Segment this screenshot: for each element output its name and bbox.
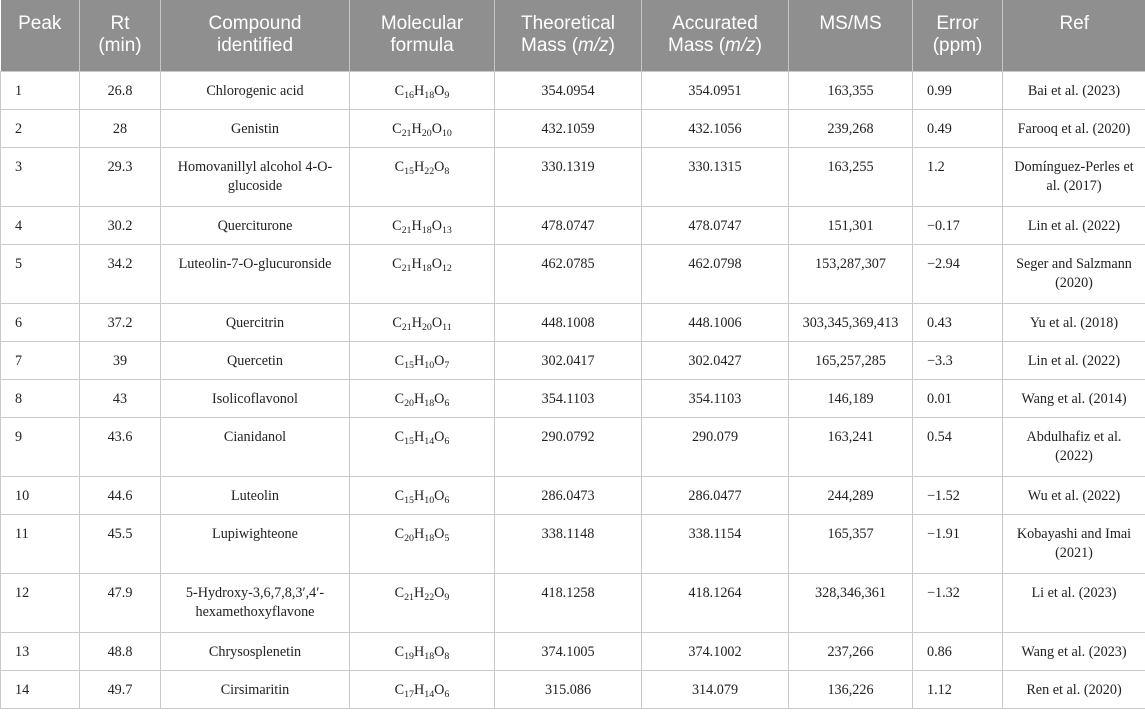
cell-accurated: 374.1002 [642, 632, 789, 670]
cell-ref: Abdulhafiz et al. (2022) [1003, 417, 1145, 476]
formula-element: H [414, 487, 425, 504]
cell-accurated: 330.1315 [642, 147, 789, 206]
formula-subscript: 22 [424, 165, 435, 177]
cell-compound: Luteolin-7-O-glucuronside [161, 244, 350, 303]
cell-formula [350, 244, 495, 303]
cell-theoretical: 354.1103 [495, 379, 642, 417]
cell-compound: 5-Hydroxy-3,6,7,8,3′,4′-hexamethoxyflavone [161, 573, 350, 632]
cell-ref: Yu et al. (2018) [1003, 303, 1145, 341]
formula-subscript: 18 [424, 532, 435, 544]
formula-element: O [431, 314, 443, 331]
formula-subscript: 14 [424, 688, 435, 700]
formula-subscript: 15 [404, 494, 414, 506]
column-header-line1: Accurated [672, 13, 758, 34]
cell-accurated: 418.1264 [642, 573, 789, 632]
formula-subscript: 20 [404, 397, 414, 409]
cell-rt: 49.7 [80, 670, 161, 708]
formula-subscript: 21 [401, 224, 412, 236]
cell-formula [350, 71, 495, 109]
cell-compound: Chrysosplenetin [161, 632, 350, 670]
formula-element: C [392, 120, 402, 137]
formula-subscript: 11 [442, 321, 452, 333]
cell-rt: 43 [80, 379, 161, 417]
column-header-line1: Ref [1059, 13, 1090, 34]
cell-formula [350, 417, 495, 476]
cell-accurated: 354.1103 [642, 379, 789, 417]
cell-formula [350, 379, 495, 417]
formula-element: C [394, 681, 405, 698]
cell-accurated: 462.0798 [642, 244, 789, 303]
formula-element: H [411, 255, 422, 272]
cell-error: 0.86 [913, 632, 1003, 670]
cell-accurated: 448.1006 [642, 303, 789, 341]
cell-compound: Lupiwighteone [161, 514, 350, 573]
formula-element: C [394, 525, 405, 542]
cell-error: −1.52 [913, 476, 1003, 514]
formula-subscript: 18 [421, 224, 432, 236]
formula-subscript: 6 [444, 435, 450, 447]
formula-element: C [394, 82, 405, 99]
cell-ref: Wu et al. (2022) [1003, 476, 1145, 514]
column-header-line1: Theoretical [521, 13, 615, 34]
formula-element: C [394, 390, 405, 407]
formula-subscript: 6 [444, 494, 450, 506]
formula-subscript: 6 [444, 688, 450, 700]
cell-ref: Kobayashi and Imai (2021) [1003, 514, 1145, 573]
cell-msms: 151,301 [789, 206, 913, 244]
cell-ref: Lin et al. (2022) [1003, 341, 1145, 379]
table-row [1, 670, 1145, 708]
cell-ref: Li et al. (2023) [1003, 573, 1145, 632]
cell-error: 1.2 [913, 147, 1003, 206]
cell-rt: 34.2 [80, 244, 161, 303]
cell-msms: 237,266 [789, 632, 913, 670]
cell-compound: Querciturone [161, 206, 350, 244]
formula-subscript: 20 [421, 321, 432, 333]
cell-theoretical: 290.0792 [495, 417, 642, 476]
cell-theoretical: 418.1258 [495, 573, 642, 632]
cell-rt: 30.2 [80, 206, 161, 244]
formula-subscript: 16 [404, 89, 414, 101]
column-header-theoretical [495, 0, 642, 71]
formula-subscript: 21 [401, 262, 412, 274]
formula-element: H [414, 643, 425, 660]
cell-theoretical: 448.1008 [495, 303, 642, 341]
cell-accurated: 302.0427 [642, 341, 789, 379]
formula-element: C [392, 314, 402, 331]
table-row [1, 632, 1145, 670]
cell-ref: Seger and Salzmann (2020) [1003, 244, 1145, 303]
column-header-line1: Error [936, 13, 979, 34]
cell-compound: Isolicoflavonol [161, 379, 350, 417]
formula-element: C [392, 217, 402, 234]
table-row [1, 573, 1145, 632]
cell-formula [350, 573, 495, 632]
cell-peak: 6 [1, 303, 80, 341]
cell-error: 0.01 [913, 379, 1003, 417]
cell-error: −0.17 [913, 206, 1003, 244]
table-row [1, 303, 1145, 341]
formula-element: O [434, 428, 445, 445]
cell-accurated: 290.079 [642, 417, 789, 476]
column-header-line1: Molecular [380, 13, 464, 34]
formula-element: O [434, 525, 445, 542]
cell-ref: Ren et al. (2020) [1003, 670, 1145, 708]
cell-error: −1.91 [913, 514, 1003, 573]
cell-theoretical: 302.0417 [495, 341, 642, 379]
formula-element: C [394, 158, 405, 175]
column-header-formula [350, 0, 495, 71]
cell-accurated: 314.079 [642, 670, 789, 708]
cell-rt: 48.8 [80, 632, 161, 670]
cell-rt: 45.5 [80, 514, 161, 573]
cell-formula [350, 670, 495, 708]
table-row [1, 341, 1145, 379]
cell-rt: 39 [80, 341, 161, 379]
cell-rt: 26.8 [80, 71, 161, 109]
cell-formula [350, 514, 495, 573]
formula-element: O [434, 158, 445, 175]
formula-element: H [414, 681, 425, 698]
column-header-msms [789, 0, 913, 71]
cell-formula [350, 206, 495, 244]
column-header-line2: Mass (m/z) [668, 35, 762, 56]
column-header-accurated [642, 0, 789, 71]
cell-peak: 2 [1, 109, 80, 147]
column-header-compound [161, 0, 350, 71]
cell-rt: 29.3 [80, 147, 161, 206]
formula-element: O [434, 390, 445, 407]
formula-subscript: 12 [441, 262, 452, 274]
cell-peak: 3 [1, 147, 80, 206]
cell-msms: 146,189 [789, 379, 913, 417]
cell-compound: Homovanillyl alcohol 4-O-glucoside [161, 147, 350, 206]
cell-peak: 10 [1, 476, 80, 514]
formula-subscript: 20 [421, 127, 432, 139]
cell-compound: Cirsimaritin [161, 670, 350, 708]
formula-element: H [414, 584, 425, 601]
formula-element: C [394, 643, 405, 660]
cell-msms: 165,357 [789, 514, 913, 573]
cell-theoretical: 354.0954 [495, 71, 642, 109]
cell-ref: Domínguez-Perles et al. (2017) [1003, 147, 1145, 206]
formula-element: O [431, 255, 442, 272]
cell-peak: 14 [1, 670, 80, 708]
table-header [1, 0, 1145, 71]
cell-formula [350, 632, 495, 670]
cell-theoretical: 374.1005 [495, 632, 642, 670]
formula-element: C [394, 584, 405, 601]
cell-formula [350, 476, 495, 514]
formula-subscript: 9 [444, 89, 450, 101]
cell-peak: 4 [1, 206, 80, 244]
cell-msms: 163,355 [789, 71, 913, 109]
cell-compound: Luteolin [161, 476, 350, 514]
cell-msms: 136,226 [789, 670, 913, 708]
cell-compound: Quercitrin [161, 303, 350, 341]
column-header-line2: identified [216, 35, 294, 56]
cell-theoretical: 432.1059 [495, 109, 642, 147]
formula-subscript: 21 [401, 127, 412, 139]
formula-subscript: 9 [444, 591, 450, 603]
formula-element: O [434, 352, 445, 369]
formula-element: O [434, 643, 445, 660]
cell-error: −3.3 [913, 341, 1003, 379]
formula-element: H [411, 217, 422, 234]
column-header-line2: formula [390, 35, 454, 56]
cell-error: −1.32 [913, 573, 1003, 632]
cell-accurated: 354.0951 [642, 71, 789, 109]
formula-element: C [394, 428, 405, 445]
formula-element: H [414, 158, 425, 175]
cell-peak: 8 [1, 379, 80, 417]
formula-element: O [434, 487, 445, 504]
column-header-line1: Peak [18, 13, 62, 34]
cell-msms: 153,287,307 [789, 244, 913, 303]
cell-msms: 163,255 [789, 147, 913, 206]
formula-element: H [414, 428, 425, 445]
cell-peak: 9 [1, 417, 80, 476]
formula-element: H [414, 352, 425, 369]
column-header-error [913, 0, 1003, 71]
formula-subscript: 21 [401, 321, 412, 333]
formula-element: C [394, 352, 405, 369]
cell-error: 0.43 [913, 303, 1003, 341]
formula-subscript: 15 [404, 165, 414, 177]
cell-msms: 303,345,369,413 [789, 303, 913, 341]
formula-subscript: 10 [441, 127, 452, 139]
formula-element: C [394, 487, 405, 504]
table-row [1, 109, 1145, 147]
formula-subscript: 8 [444, 650, 450, 662]
table-row [1, 71, 1145, 109]
cell-peak: 1 [1, 71, 80, 109]
formula-subscript: 22 [424, 591, 435, 603]
cell-peak: 13 [1, 632, 80, 670]
cell-theoretical: 286.0473 [495, 476, 642, 514]
cell-msms: 163,241 [789, 417, 913, 476]
formula-element: H [411, 314, 422, 331]
cell-formula [350, 303, 495, 341]
table-row [1, 244, 1145, 303]
column-header-rt [80, 0, 161, 71]
cell-error: 0.99 [913, 71, 1003, 109]
cell-rt: 47.9 [80, 573, 161, 632]
cell-ref: Farooq et al. (2020) [1003, 109, 1145, 147]
column-header-peak [1, 0, 80, 71]
formula-subscript: 18 [421, 262, 432, 274]
cell-compound: Quercetin [161, 341, 350, 379]
cell-formula [350, 109, 495, 147]
cell-msms: 239,268 [789, 109, 913, 147]
cell-accurated: 338.1154 [642, 514, 789, 573]
cell-accurated: 286.0477 [642, 476, 789, 514]
cell-error: −2.94 [913, 244, 1003, 303]
formula-subscript: 17 [404, 688, 414, 700]
column-header-line1: Compound [208, 13, 302, 34]
formula-element: O [434, 681, 445, 698]
cell-rt: 43.6 [80, 417, 161, 476]
formula-subscript: 6 [444, 397, 450, 409]
formula-element: H [414, 82, 425, 99]
cell-peak: 5 [1, 244, 80, 303]
cell-msms: 165,257,285 [789, 341, 913, 379]
formula-subscript: 8 [444, 165, 450, 177]
formula-subscript: 18 [424, 397, 435, 409]
formula-subscript: 7 [444, 359, 450, 371]
column-header-line1: MS/MS [819, 13, 882, 34]
cell-theoretical: 478.0747 [495, 206, 642, 244]
formula-element: H [414, 525, 425, 542]
cell-ref: Wang et al. (2014) [1003, 379, 1145, 417]
cell-peak: 12 [1, 573, 80, 632]
table-row [1, 514, 1145, 573]
cell-error: 0.49 [913, 109, 1003, 147]
formula-subscript: 15 [404, 359, 414, 371]
formula-subscript: 14 [424, 435, 435, 447]
formula-element: H [411, 120, 422, 137]
formula-element: O [431, 217, 442, 234]
formula-element: H [414, 390, 425, 407]
formula-element: C [392, 255, 402, 272]
header-row [1, 0, 1145, 71]
formula-subscript: 5 [444, 532, 450, 544]
cell-theoretical: 330.1319 [495, 147, 642, 206]
formula-subscript: 18 [424, 650, 435, 662]
cell-compound: Chlorogenic acid [161, 71, 350, 109]
cell-peak: 11 [1, 514, 80, 573]
column-header-line1: Rt [110, 13, 130, 34]
formula-subscript: 15 [404, 435, 414, 447]
cell-formula [350, 147, 495, 206]
cell-rt: 28 [80, 109, 161, 147]
cell-error: 1.12 [913, 670, 1003, 708]
column-header-ref [1003, 0, 1145, 71]
cell-rt: 44.6 [80, 476, 161, 514]
cell-theoretical: 315.086 [495, 670, 642, 708]
cell-ref: Bai et al. (2023) [1003, 71, 1145, 109]
cell-msms: 244,289 [789, 476, 913, 514]
cell-msms: 328,346,361 [789, 573, 913, 632]
formula-subscript: 19 [404, 650, 414, 662]
table-row [1, 379, 1145, 417]
formula-element: O [434, 584, 445, 601]
formula-subscript: 21 [404, 591, 414, 603]
cell-ref: Lin et al. (2022) [1003, 206, 1145, 244]
formula-subscript: 20 [404, 532, 414, 544]
table-body [1, 71, 1145, 708]
cell-rt: 37.2 [80, 303, 161, 341]
cell-error: 0.54 [913, 417, 1003, 476]
cell-peak: 7 [1, 341, 80, 379]
table-row [1, 206, 1145, 244]
cell-accurated: 478.0747 [642, 206, 789, 244]
table-row [1, 476, 1145, 514]
column-header-line2: Mass (m/z) [521, 35, 615, 56]
table-row [1, 147, 1145, 206]
cell-accurated: 432.1056 [642, 109, 789, 147]
cell-compound: Cianidanol [161, 417, 350, 476]
formula-element: O [431, 120, 442, 137]
cell-formula [350, 341, 495, 379]
column-header-line2: (min) [98, 35, 142, 56]
formula-subscript: 13 [441, 224, 452, 236]
formula-subscript: 18 [424, 89, 435, 101]
formula-subscript: 10 [424, 359, 435, 371]
column-header-line2: (ppm) [932, 35, 983, 56]
cell-theoretical: 338.1148 [495, 514, 642, 573]
formula-element: O [434, 82, 445, 99]
cell-ref: Wang et al. (2023) [1003, 632, 1145, 670]
table-row [1, 417, 1145, 476]
cell-theoretical: 462.0785 [495, 244, 642, 303]
formula-subscript: 10 [424, 494, 435, 506]
cell-compound: Genistin [161, 109, 350, 147]
